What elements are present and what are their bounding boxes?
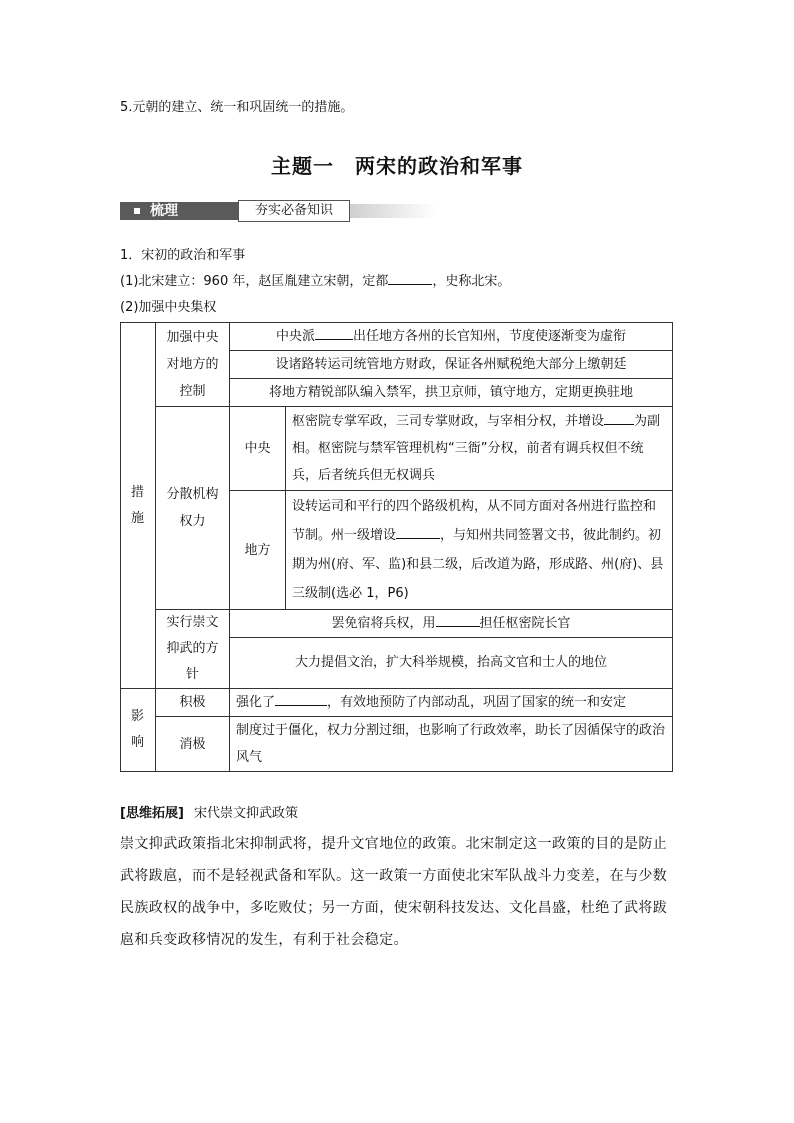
negative-label: 消极 (156, 717, 230, 772)
item-1-text-b: ，史称北宋。 (432, 274, 511, 289)
local-label: 地方 (230, 491, 286, 610)
section-heading: 1．宋初的政治和军事 (120, 248, 246, 263)
positive-label: 积极 (156, 689, 230, 717)
measures-label: 措施 (121, 323, 156, 689)
measures-table (120, 322, 673, 772)
g1-row3: 将地方精锐部队编入禁军，拱卫京师，镇守地方，定期更换驻地 (230, 379, 673, 407)
g1-row2: 设诸路转运司统管地方财政，保证各州赋税绝大部分上缴朝廷 (230, 351, 673, 379)
extension-paragraph: 崇文抑武政策指北宋抑制武将，提升文官地位的政策。北宋制定这一政策的目的是防止武将跋扈，而不是轻视武备和军队。这一政策一方面使北宋军队战斗力变差，在与少数民族政权的战争中，多吃败仗；另一方面，使宋朝科技发达、文化昌盛，杜绝了武将跋扈和兵变政移情况的发生，有利于社会稳定。 (120, 836, 668, 948)
group1-label: 加强中央对地方的控制 (156, 323, 230, 407)
local-text: 设转运司和平行的四个路级机构，从不同方面对各州进行监控和节制。州一级增设 ，与知州共同签署文书，彼此制约。初期为州(府、军、监)和县二级，后改道为路，形成路、州(府)、县三级制(选必 1，P6) (286, 491, 673, 610)
item-1 (120, 270, 510, 289)
page-title: 主题一 两宋的政治和军事 (271, 154, 523, 178)
header-line: 5.元朝的建立、统一和巩固统一的措施。 (120, 100, 354, 115)
fill-blank (396, 526, 440, 539)
section-banner (120, 200, 436, 222)
fill-blank (388, 272, 432, 285)
group2-label: 分散机构权力 (156, 407, 230, 610)
fill-blank (436, 614, 480, 627)
item-2: (2)加强中央集权 (120, 300, 217, 315)
item-1-text-a: (1)北宋建立：960 年，赵匡胤建立宋朝，定都 (120, 274, 389, 289)
square-bullet-icon (134, 208, 140, 214)
fill-blank (275, 693, 327, 706)
fill-blank (604, 412, 634, 425)
central-text: 枢密院专掌军政，三司专掌财政，与宰相分权，并增设 为副相。枢密院与禁军管理机构“三衙”分权，前者有调兵权但不统兵，后者统兵但无权调兵 (286, 407, 673, 491)
negative-text: 制度过于僵化，权力分割过细，也影响了行政效率，助长了因循保守的政治风气 (230, 717, 673, 772)
banner-box (238, 200, 350, 222)
fill-blank (315, 327, 353, 340)
central-label: 中央 (230, 407, 286, 491)
extension-tag: [思维拓展] (120, 806, 184, 821)
extension-title: 宋代崇文抑武政策 (194, 806, 299, 821)
g1-row1: 中央派 出任地方各州的长官知州，节度使逐渐变为虚衔 (230, 323, 673, 351)
group3-label: 实行崇文抑武的方针 (156, 610, 230, 689)
g3-row2: 大力提倡文治，扩大科举规模，抬高文官和士人的地位 (230, 638, 673, 689)
banner-dark-label: 梳理 (150, 203, 178, 219)
impact-label: 影响 (121, 689, 156, 772)
extension-heading (120, 802, 298, 821)
banner-box-label: 夯实必备知识 (254, 203, 333, 218)
banner-fade-bar (350, 204, 436, 218)
banner-dark-tab (120, 202, 238, 220)
positive-text: 强化了 ，有效地预防了内部动乱，巩固了国家的统一和安定 (230, 689, 673, 717)
g3-row1: 罢免宿将兵权，用 担任枢密院长官 (230, 610, 673, 638)
